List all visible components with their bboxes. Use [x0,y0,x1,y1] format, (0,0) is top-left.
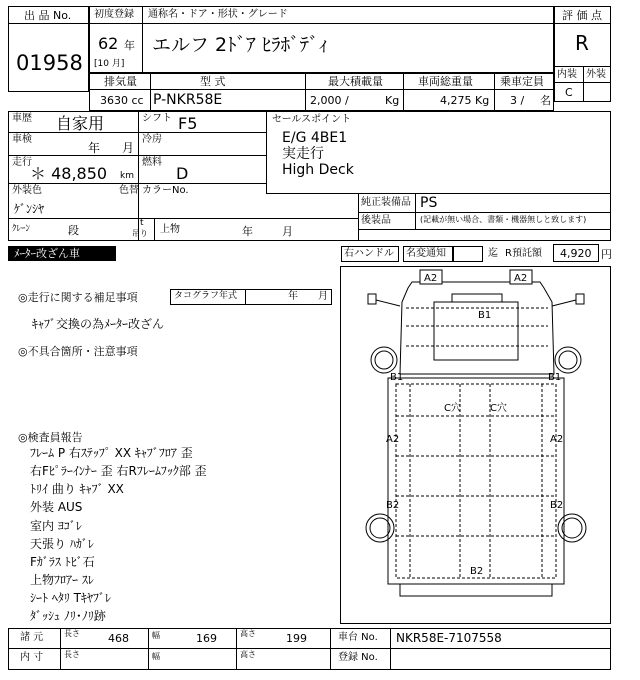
inspector-line: 外装 AUS [30,500,83,514]
inner-length-label: 長さ [64,650,80,659]
sales-point-title: セールスポイント [272,114,352,125]
crane-label: ｸﾚｰﾝ [12,224,31,234]
fuel-label: 燃料 [142,157,162,168]
tax-unit: 円 [601,248,612,261]
length-label: 長さ [64,629,80,638]
genuine-value: PS [420,195,438,211]
load-unit: Kg [385,94,400,107]
color-change-label: 色替 [119,185,139,196]
genuine-label: 純正装備品 [361,197,411,208]
damage-label-b2-left: B2 [386,500,400,511]
driving-note-title: ◎走行に関する補足事項 [18,291,138,304]
loading-label: 上物 [160,224,180,235]
inspector-line: ﾄﾘｲ 曲り ｷｬﾌﾞ XX [30,482,124,496]
inspector-line: Fｶﾞﾗｽ ﾄﾋﾞ石 [30,555,95,569]
inspector-line: ﾀﾞｯｼｭ ﾉﾘ･ﾉﾘ跡 [30,609,106,623]
interior-grade: C [565,86,573,99]
reg-no-label: 登録 No. [338,652,378,663]
inspection-year: 年 [88,141,101,155]
inspector-line: 右Fﾋﾟﾗｰｲﾝﾅｰ 歪 右Rﾌﾚｰﾑﾌｯｸ部 歪 [30,464,207,478]
color-label: 外装色 [12,185,42,196]
width-value: 169 [196,632,217,645]
damage-label-a2-side-right: A2 [550,434,564,445]
damage-label-c-hole-left: C穴 [444,403,461,414]
damage-label-b1-right: B1 [548,372,562,383]
aftermarket-label: 後装品 [361,215,391,226]
shift-label: シフト [142,113,172,124]
length-value: 468 [108,632,129,645]
chassis-value: NKR58E-7107558 [396,631,502,645]
exterior-label: 外装 [586,69,606,80]
inspector-line: ｼｰﾄ ﾍﾀﾘ Tｷﾔﾌﾞﾚ [30,591,111,605]
damage-label-a2-front-right: A2 [514,273,528,284]
tacho-month: 月 [318,291,328,302]
damage-label-c-hole-right: C穴 [490,403,507,414]
first-reg-label: 初度登録 [94,9,134,20]
capacity-unit: 名 [540,94,551,107]
inner-width-label: 幅 [152,652,160,661]
loading-year: 年 [242,225,253,238]
inspector-title: ◎検査員報告 [18,431,83,444]
width-label: 幅 [152,631,160,640]
crane-t: t [140,218,144,228]
crane-stage: 段 [68,224,79,237]
damage-label-a2-side-left: A2 [386,434,400,445]
height-label: 高さ [240,629,256,638]
deadline-label: 迄 [488,248,498,259]
weight-value: 4,275 Kg [440,94,490,107]
chassis-label: 車台 No. [338,632,378,643]
name-change-label: 名変通知 [406,248,446,259]
name-change-value-box [453,246,483,262]
load-value: 2,000 / [310,94,349,107]
sales-point-3: High Deck [282,162,354,178]
height-value: 199 [286,632,307,645]
displacement-label: 排気量 [104,75,137,88]
damage-label-b2-rear: B2 [470,566,484,577]
mileage-unit: km [120,171,134,181]
grade-label: 評 価 点 [562,9,602,22]
car-name: エルフ 2ﾄﾞｱ ﾋﾗﾎﾞﾃﾞｨ [152,34,329,56]
inspector-line: 上物ﾌﾛｱｰ ｽﾚ [30,573,94,587]
damage-label-b1-left: B1 [390,372,404,383]
model-label: 型 式 [200,75,226,88]
capacity-label: 乗車定員 [500,75,544,88]
mileage-label: 走行 [12,157,32,168]
mileage-value: ＊ 48,850 [30,164,108,183]
reg-year: 62 [98,34,119,53]
damage-label-a2-front-left: A2 [424,273,438,284]
sales-point-2: 実走行 [282,146,324,162]
weight-label: 車両総重量 [418,75,473,88]
lot-number: 01958 [16,51,83,75]
model-value: P-NKR58E [153,92,223,108]
tax-label: R預託額 [505,248,542,259]
inspection-label: 車検 [12,134,32,145]
overall-grade: R [575,31,589,55]
inspection-month: 月 [122,141,135,155]
capacity-value: 3 / [510,94,525,107]
sales-point-1: E/G 4BE1 [282,130,348,146]
defects-title: ◎不具合箇所・注意事項 [18,345,138,358]
damage-label-b1-cab: B1 [478,310,492,321]
dims-label: 諸 元 [20,632,44,643]
tax-value: 4,920 [560,247,592,260]
lot-label: 出 品 No. [24,9,72,22]
aftermarket-note: (記載が無い場合、書類・機器無しと致します) [420,215,587,224]
color-value: ｹﾞﾝｼﾔ [14,202,45,216]
fuel-value: D [176,164,189,183]
crane-hang: 吊り [132,229,148,238]
inspector-line: 天張り ﾊｶﾞﾚ [30,537,94,551]
interior-label: 内装 [557,69,577,80]
reg-year-unit: 年 [124,39,135,52]
inspector-line: 室内 ﾖｺﾞﾚ [30,519,82,533]
truck-damage-diagram [340,266,611,624]
inner-height-label: 高さ [240,650,256,659]
loading-month: 月 [282,225,293,238]
meter-banner-text: ﾒｰﾀｰ改ざん車 [14,247,80,260]
damage-label-b2-right: B2 [550,500,564,511]
inner-dims-label: 内 寸 [20,652,44,663]
tacho-year: 年 [288,291,298,302]
inspector-line: ﾌﾚｰﾑ P 右ｽﾃｯﾌﾟ XX ｷｬﾌﾞﾌﾛｱ 歪 [30,446,193,460]
tacho-label: タコグラフ年式 [174,291,238,301]
rhd-label: 右ハンドル [344,248,394,259]
ac-label: 冷房 [142,134,162,145]
displacement-value: 3630 cc [100,94,144,107]
color-code-label: カラーNo. [142,185,189,196]
driving-note: ｷｬﾌﾞ交換の為ﾒｰﾀｰ改ざん [32,317,165,331]
footer-box [8,628,611,670]
reg-month: [10 月] [94,59,125,69]
shift-value: F5 [178,114,198,133]
car-name-label: 通称名・ドア・形状・グレード [148,9,288,20]
history-label: 車歴 [12,113,32,124]
history-value: 自家用 [56,114,105,133]
load-label: 最大積載量 [328,75,383,88]
